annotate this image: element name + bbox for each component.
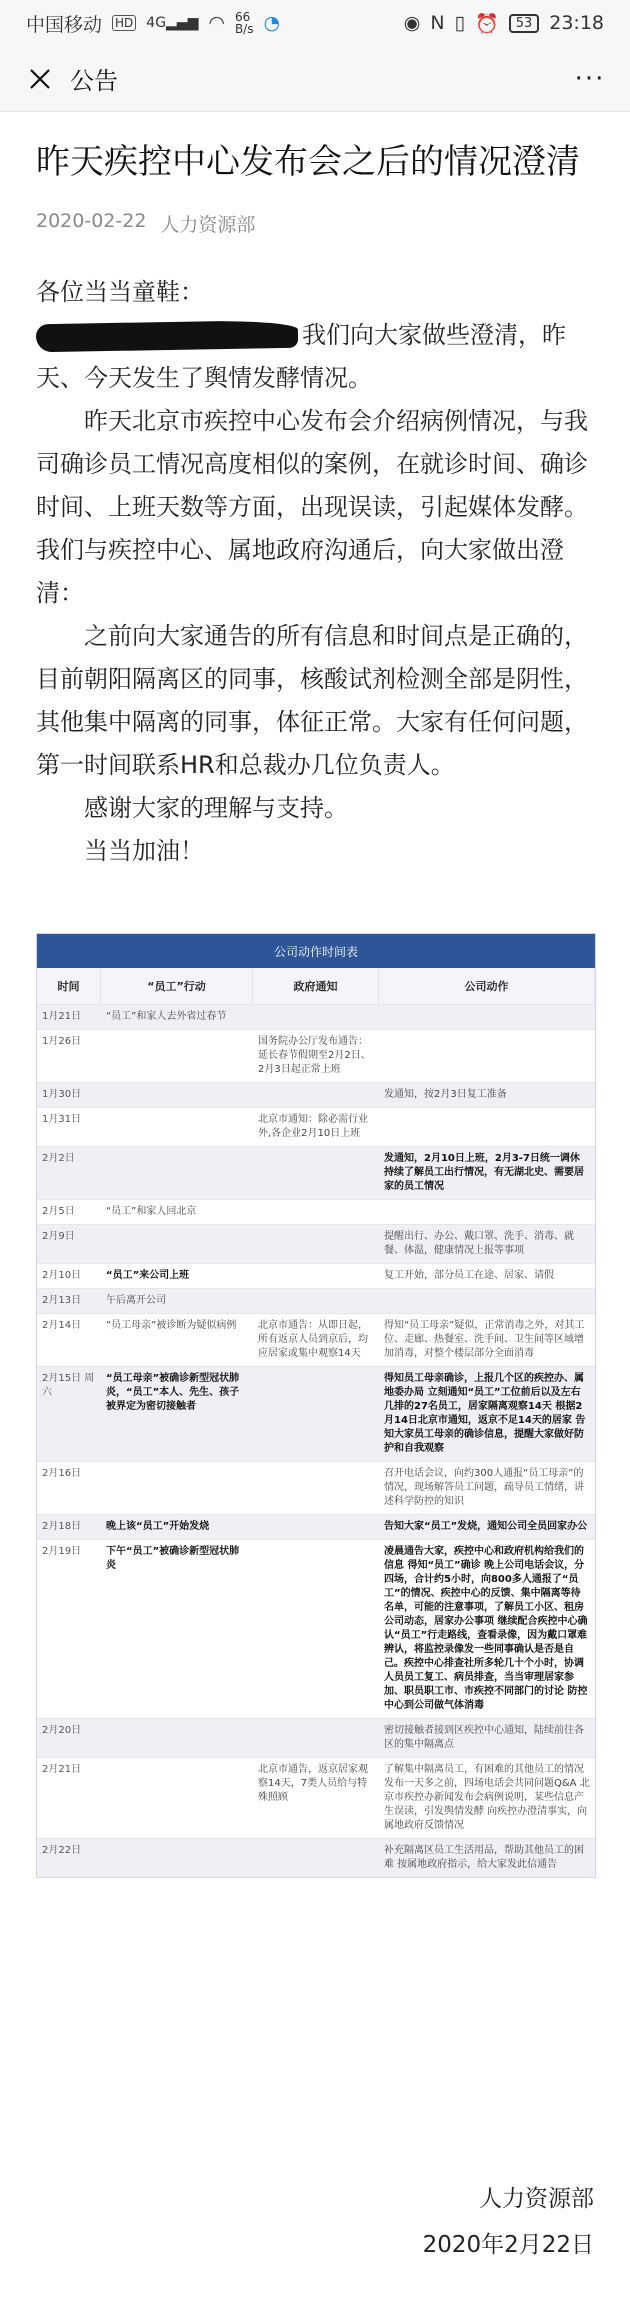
article-meta bbox=[36, 210, 594, 237]
cell-company: 告知大家“员工”发烧，通知公司全员回家办公 bbox=[384, 1521, 588, 1532]
cell-gov bbox=[253, 1719, 379, 1757]
cell-gov: 国务院办公厅发布通告：延长春节假期至2月2日、2月3日起正常上班 bbox=[258, 1036, 371, 1075]
cell-company bbox=[379, 1005, 595, 1029]
table-row bbox=[37, 1004, 595, 1029]
table-row bbox=[37, 1313, 595, 1366]
cell-staff bbox=[101, 1030, 253, 1082]
cell-date: 2月14日 bbox=[42, 1320, 82, 1331]
wifi-icon: ◠ bbox=[208, 12, 225, 34]
cell-gov bbox=[253, 1200, 379, 1224]
nav-title: 公告 bbox=[70, 67, 118, 95]
table-row bbox=[37, 1224, 595, 1263]
cell-date: 2月5日 bbox=[42, 1206, 75, 1217]
col-header-gov: 政府通知 bbox=[253, 968, 379, 1004]
close-button[interactable] bbox=[18, 57, 62, 101]
status-bar bbox=[0, 0, 630, 46]
cell-date: 1月21日 bbox=[42, 1011, 82, 1022]
cell-staff: “员工母亲”被诊断为疑似病例 bbox=[106, 1320, 237, 1331]
cell-company: 复工开始，部分员工在途、居家、请假 bbox=[384, 1270, 554, 1281]
table-row bbox=[37, 1366, 595, 1461]
paragraph-1-text: 我们向大家做些澄清，昨天、今天发生了舆情发酵情况。 bbox=[36, 321, 566, 392]
signature-block bbox=[423, 2176, 594, 2268]
table-row bbox=[37, 1029, 595, 1082]
table-row bbox=[37, 1107, 595, 1146]
cell-date: 1月26日 bbox=[42, 1036, 82, 1047]
nfc-icon: N bbox=[430, 12, 445, 34]
alarm-icon: ⏰ bbox=[475, 12, 499, 35]
article-title: 昨天疾控中心发布会之后的情况澄清 bbox=[36, 142, 580, 182]
table-row bbox=[37, 1199, 595, 1224]
more-button[interactable] bbox=[568, 57, 612, 101]
table-row bbox=[37, 1146, 595, 1199]
cell-gov bbox=[253, 1540, 379, 1718]
cell-staff: “员工”来公司上班 bbox=[106, 1270, 190, 1281]
cell-company: 发通知，按2月3日复工准备 bbox=[384, 1089, 507, 1100]
table-row bbox=[37, 1718, 595, 1757]
cell-company: 凌晨通告大家，疾控中心和政府机构给我们的信息 得知“员工”确诊 晚上公司电话会议，分四场，合计约5小时，向800多人通报了“员工”的情况、疾控中心的反馈、集中隔离等待名单，可能的注意事项，了解员工小区、租房公司动态，居家办公事项 继续配合疾控中心确认“员工”行走路线，查看录像，因为戴口罩难辨认，将监控录像发一些同事确认是否是自己。疾控中心排查社所多轮几十个小时，协调人员员工复工、病员排查，当当审理居家参加、职员职工市、市疾控不同部门的讨论 防控中心到公司做气体消毒 bbox=[384, 1546, 588, 1711]
more-dots-icon: ··· bbox=[574, 63, 606, 94]
paragraph-3: 之前向大家通告的所有信息和时间点是正确的，目前朝阳隔离区的同事，核酸试剂检测全部是阴性，其他集中隔离的同事，体征正常。大家有任何问题，第一时间联系HR和总裁办几位负责人。 bbox=[36, 622, 588, 779]
cell-gov bbox=[253, 1147, 379, 1199]
cell-staff bbox=[101, 1225, 253, 1263]
paragraph-4: 感谢大家的理解与支持。 bbox=[84, 794, 348, 822]
article-date: 2020-02-22 bbox=[36, 210, 147, 232]
cell-date: 2月9日 bbox=[42, 1231, 75, 1242]
signature-date: 2020年2月22日 bbox=[422, 2232, 594, 2258]
cell-company: 得知员工母亲确诊，上报几个区的疾控办、属地委办局 立刻通知“员工”工位前后以及左右几排的27名员工，居家隔离观察14天 根据2月14日北京市通知，返京不足14天的居家 告知大家员工母亲的确诊信息，提醒大家做好防护和自我观察 bbox=[384, 1373, 586, 1454]
battery-indicator: 53 bbox=[509, 14, 540, 33]
paragraph-5: 当当加油！ bbox=[84, 837, 204, 865]
cell-date: 1月30日 bbox=[42, 1089, 82, 1100]
table-body bbox=[37, 1004, 595, 1877]
cell-gov bbox=[253, 1515, 379, 1539]
clock-time: 23:18 bbox=[549, 12, 604, 34]
cell-date: 2月10日 bbox=[42, 1270, 82, 1281]
article-body bbox=[36, 271, 594, 873]
table-row bbox=[37, 1082, 595, 1107]
table-row bbox=[37, 1263, 595, 1288]
cell-gov bbox=[253, 1289, 379, 1313]
table-row bbox=[37, 1757, 595, 1838]
cell-gov bbox=[253, 1005, 379, 1029]
cell-company bbox=[379, 1200, 595, 1224]
cell-staff bbox=[101, 1108, 253, 1146]
cell-staff: 晚上该“员工”开始发烧 bbox=[106, 1521, 210, 1532]
paragraph-1 bbox=[36, 314, 594, 400]
paragraph-2: 昨天北京市疾控中心发布会介绍病例情况，与我司确诊员工情况高度相似的案例，在就诊时间、确诊时间、上班天数等方面，出现误读，引起媒体发酵。我们与疾控中心、属地政府沟通后，向大家做出澄清： bbox=[36, 407, 588, 607]
cell-gov bbox=[253, 1839, 379, 1877]
cell-gov bbox=[253, 1225, 379, 1263]
cell-gov: 北京市通知：除必需行业外,各企业2月10日上班 bbox=[258, 1114, 368, 1139]
cell-date: 2月20日 bbox=[42, 1725, 82, 1736]
col-header-time: 时间 bbox=[37, 968, 101, 1004]
cell-company: 了解集中隔离员工，有困难的其他员工的情况 发布一天多之前，四场电话会共同问题Q&A 北京市疾控办新闻发布会病例说明，某些信息产生误读，引发舆情发酵 向疾控办澄清事实，向属地政府反馈情况 bbox=[384, 1764, 590, 1831]
cell-date: 2月18日 bbox=[42, 1521, 82, 1532]
cell-company: 提醒出行、办公、戴口罩、洗手、消毒、就餐、体温，健康情况上报等事项 bbox=[384, 1231, 574, 1256]
speed-value: 66 bbox=[234, 10, 251, 24]
table-row bbox=[37, 1539, 595, 1718]
carrier-label: 中国移动 bbox=[26, 13, 103, 36]
speed-unit: B/s bbox=[234, 22, 254, 36]
cell-company bbox=[379, 1108, 595, 1146]
cell-staff bbox=[101, 1839, 253, 1877]
cell-company: 发通知，2月10日上班，2月3-7日统一调休 持续了解员工出行情况，有无湖北史、需要居家的员工情况 bbox=[384, 1153, 584, 1192]
sync-icon: ◔ bbox=[263, 12, 281, 34]
cell-date: 2月15日 周六 bbox=[42, 1373, 95, 1398]
article-author: 人力资源部 bbox=[160, 214, 256, 236]
cell-gov: 北京市通告：从即日起，所有返京人员到京后，均应居家或集中观察14天 bbox=[258, 1320, 368, 1359]
cell-company: 密切接触者接到区疾控中心通知，陆续前往各区的集中隔离点 bbox=[384, 1725, 584, 1750]
cell-company: 得知“员工母亲”疑似，正常消毒之外，对其工位、走廊、热餐室、洗手间、卫生间等区域增加消毒，对整个楼层部分全面消毒 bbox=[384, 1320, 585, 1359]
redaction-mark bbox=[36, 320, 298, 353]
cell-date: 2月19日 bbox=[42, 1546, 82, 1557]
cell-staff: 午后离开公司 bbox=[106, 1295, 166, 1306]
table-row bbox=[37, 1514, 595, 1539]
cell-gov bbox=[253, 1462, 379, 1514]
cell-date: 2月13日 bbox=[42, 1295, 82, 1306]
cell-date: 1月31日 bbox=[42, 1114, 82, 1125]
cell-staff bbox=[101, 1758, 253, 1838]
eye-icon: ◉ bbox=[403, 12, 421, 34]
cell-staff: “员工”和家人回北京 bbox=[106, 1206, 197, 1217]
cell-gov bbox=[253, 1083, 379, 1107]
cell-date: 2月2日 bbox=[42, 1153, 75, 1164]
article bbox=[0, 112, 630, 873]
cell-date: 2月16日 bbox=[42, 1468, 82, 1479]
timeline-table-image bbox=[36, 933, 596, 1878]
vibrate-icon: ▯ bbox=[454, 12, 466, 34]
cell-company bbox=[379, 1289, 595, 1313]
cell-date: 2月21日 bbox=[42, 1764, 82, 1775]
cell-staff: “员工”和家人去外省过春节 bbox=[106, 1011, 227, 1022]
cell-gov bbox=[253, 1264, 379, 1288]
cell-staff: “员工母亲”被确诊新型冠状肺炎，“员工”本人、先生、孩子被界定为密切接触者 bbox=[106, 1373, 240, 1412]
col-header-company: 公司动作 bbox=[379, 968, 595, 1004]
table-row bbox=[37, 1288, 595, 1313]
cell-company bbox=[379, 1030, 595, 1082]
table-row bbox=[37, 1838, 595, 1877]
greeting: 各位当当童鞋： bbox=[36, 278, 204, 306]
network-speed bbox=[235, 11, 254, 35]
cell-staff bbox=[101, 1083, 253, 1107]
signal-icon: 4G▂▄▆ bbox=[146, 15, 199, 31]
nav-bar bbox=[0, 46, 630, 112]
cell-staff bbox=[101, 1147, 253, 1199]
signature-department: 人力资源部 bbox=[479, 2186, 594, 2212]
cell-date: 2月22日 bbox=[42, 1845, 82, 1856]
col-header-staff: “员工”行动 bbox=[101, 968, 253, 1004]
cell-gov bbox=[253, 1367, 379, 1461]
cell-staff bbox=[101, 1462, 253, 1514]
cell-company: 补充隔离区员工生活用品，帮助其他员工的困难 按属地政府指示，给大家发此信通告 bbox=[384, 1845, 584, 1870]
table-title: 公司动作时间表 bbox=[37, 934, 595, 968]
cell-staff: 下午“员工”被确诊新型冠状肺炎 bbox=[106, 1546, 240, 1571]
table-row bbox=[37, 1461, 595, 1514]
close-icon bbox=[28, 67, 52, 91]
cell-staff bbox=[101, 1719, 253, 1757]
table-header-row bbox=[37, 968, 595, 1004]
cell-gov: 北京市通告，返京居家观察14天，7类人员给与特殊照顾 bbox=[258, 1764, 368, 1803]
hd-badge: HD bbox=[112, 15, 136, 31]
cell-company: 召开电话会议，向约300人通报“员工母亲”的情况，现场解答员工问题，疏导员工情绪，讲述科学防控的知识 bbox=[384, 1468, 584, 1507]
